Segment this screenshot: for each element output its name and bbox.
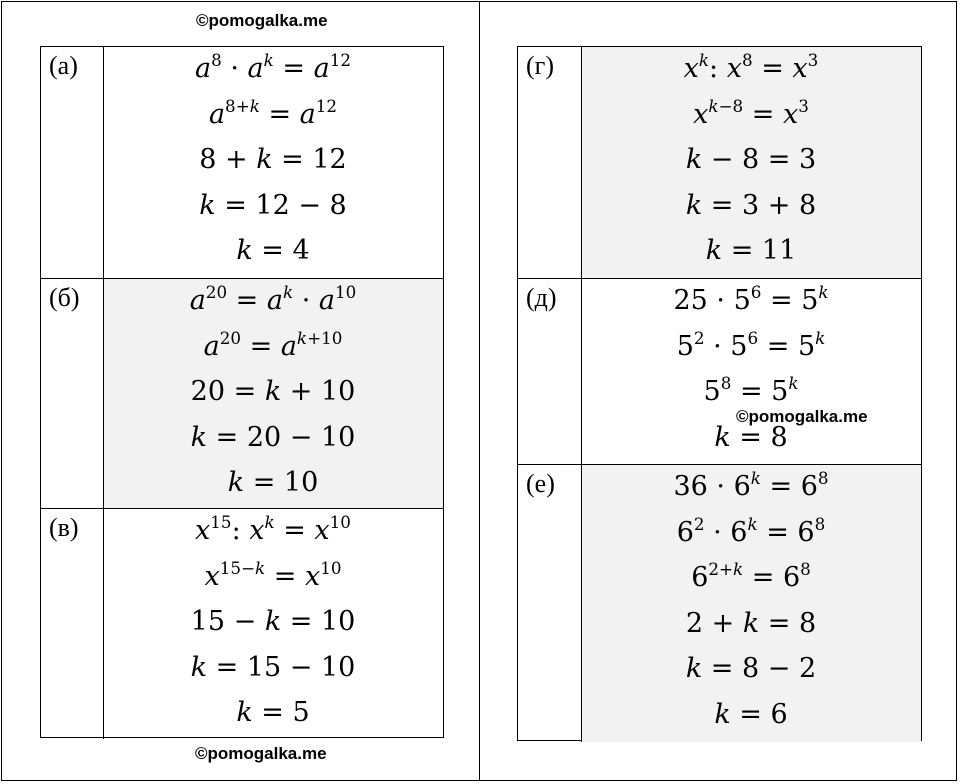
math-token: k — [255, 557, 266, 578]
table-row — [41, 47, 443, 278]
math-token: = 8 — [730, 421, 788, 453]
math-token: · — [221, 53, 248, 84]
math-token: a — [203, 330, 220, 362]
math-token: = 5 — [758, 330, 816, 362]
equation-line — [103, 327, 443, 366]
math-token: k — [815, 327, 826, 348]
row-label: (б) — [49, 283, 80, 312]
math-token: 8 — [211, 50, 222, 71]
math-token: 10 — [335, 282, 357, 303]
equation-line — [103, 143, 443, 177]
math-token: k — [698, 50, 710, 71]
equation-line — [581, 470, 921, 506]
equation-line — [581, 143, 921, 177]
math-token: k — [750, 468, 761, 489]
math-token: = 5 — [731, 376, 789, 407]
equation-line — [103, 189, 443, 223]
math-token: x — [314, 515, 330, 546]
math-token: 6 — [691, 562, 709, 593]
math-token: 25 · 5 — [673, 285, 751, 316]
math-token: = 12 − 8 — [215, 189, 347, 221]
math-token: a — [318, 285, 335, 316]
math-token: a — [189, 285, 206, 316]
math-token: k — [264, 376, 282, 407]
math-token: = 4 — [252, 235, 310, 266]
math-token: = — [241, 330, 281, 362]
equation-line — [103, 557, 443, 596]
equation-line — [581, 652, 921, 686]
math-token: 8+ — [225, 95, 250, 116]
math-token: 3 — [798, 95, 809, 116]
math-token: 8 — [814, 513, 826, 534]
math-token: k — [714, 698, 731, 730]
math-token: · 6 — [704, 516, 748, 548]
equation-line — [581, 234, 921, 268]
math-token: = 11 — [722, 235, 797, 266]
math-token: 8 — [741, 50, 753, 71]
math-token: 6 — [750, 282, 762, 303]
equation-line — [103, 605, 443, 639]
math-token: = 5 — [761, 285, 819, 316]
math-token: k — [733, 559, 744, 580]
math-token: k — [818, 282, 829, 303]
equation-line — [581, 607, 921, 641]
math-token: 20 — [219, 327, 242, 348]
math-token: +10 — [307, 327, 343, 348]
math-token: = 6 — [760, 471, 818, 502]
table-row — [518, 278, 921, 464]
math-token: 2 + — [685, 607, 743, 639]
watermark-middle: ©pomogalka.me — [736, 407, 868, 426]
equation-line — [103, 514, 443, 550]
math-token: k — [236, 235, 253, 266]
equation-line — [581, 327, 921, 366]
math-token: k — [747, 513, 758, 534]
equation-line — [103, 696, 443, 730]
math-token: k — [283, 282, 294, 303]
math-token: + 10 — [281, 376, 356, 407]
equation-line — [103, 234, 443, 268]
math-token: 8 — [720, 373, 732, 394]
math-token: k — [263, 50, 274, 71]
math-token: x — [195, 515, 211, 546]
math-token: : — [709, 53, 727, 84]
math-token: 8 — [817, 468, 829, 489]
math-token: = 5 — [252, 697, 310, 728]
math-token: k — [714, 421, 731, 453]
math-token: a — [280, 330, 297, 362]
math-token: k — [227, 467, 245, 498]
row-label: (д) — [526, 283, 557, 312]
equation-line — [581, 95, 921, 134]
equation-line — [581, 698, 921, 732]
math-token: 15 — [210, 512, 232, 533]
math-token: = — [265, 560, 305, 592]
math-token: a — [195, 53, 212, 84]
math-token: − 8 = 3 — [702, 144, 817, 175]
math-token: k — [296, 327, 308, 348]
equation-line — [103, 421, 443, 455]
table-row — [518, 464, 921, 742]
math-token: x — [792, 53, 808, 84]
math-token: : — [231, 515, 250, 546]
math-token: = 15 − 10 — [207, 651, 356, 683]
math-token: 36 · 6 — [673, 471, 751, 502]
math-token: x — [726, 53, 742, 84]
math-token: = 6 — [757, 516, 815, 548]
math-token: k — [249, 95, 260, 116]
equation-line — [103, 284, 443, 320]
math-token: x — [683, 53, 699, 84]
math-token: k — [708, 95, 719, 116]
math-token: 10 — [320, 557, 342, 578]
table-row — [41, 508, 443, 739]
watermark-bottom: ©pomogalka.me — [195, 744, 327, 763]
math-token: = 10 — [281, 606, 356, 637]
math-token: = 8 — [759, 607, 817, 639]
math-token: x — [304, 560, 321, 592]
math-token: = — [227, 285, 267, 316]
math-token: = 6 — [730, 698, 788, 730]
math-token: 2 — [693, 513, 705, 534]
math-token: = — [259, 98, 300, 130]
math-token: a — [247, 53, 264, 84]
row-label: (в) — [49, 513, 79, 542]
math-token: 15 − — [190, 606, 265, 637]
math-token: k — [256, 144, 273, 175]
math-token: k — [788, 373, 799, 394]
math-token: 6 — [676, 516, 694, 548]
math-token: · 5 — [704, 330, 748, 362]
math-token: 15− — [219, 557, 256, 578]
math-token: = 3 + 8 — [702, 189, 817, 221]
math-token: · — [293, 285, 319, 316]
table-row — [41, 278, 443, 508]
math-token: k — [264, 606, 282, 637]
math-token: 8 + — [199, 144, 257, 175]
math-token: k — [264, 512, 275, 533]
math-token: = — [752, 53, 793, 84]
math-token: = — [273, 53, 314, 84]
math-token: 12 — [329, 50, 351, 71]
math-token: 5 — [703, 376, 721, 407]
math-token: k — [199, 189, 216, 221]
right-solution-table — [517, 46, 922, 741]
equation-line — [581, 284, 921, 320]
equation-line — [103, 52, 443, 88]
row-label: (е) — [526, 469, 555, 498]
math-token: x — [693, 98, 709, 130]
math-token: k — [236, 697, 253, 728]
math-token: a — [266, 285, 283, 316]
math-token: k — [685, 653, 703, 684]
math-token: a — [313, 53, 330, 84]
equation-line — [581, 52, 921, 88]
math-token: x — [249, 515, 265, 546]
math-token: a — [299, 98, 316, 130]
math-token: a — [208, 98, 226, 130]
table-row — [518, 47, 921, 278]
math-token: 5 — [676, 330, 694, 362]
math-token: 12 — [315, 95, 338, 116]
left-solution-table — [40, 46, 444, 738]
row-label: (а) — [49, 51, 78, 80]
equation-line — [581, 513, 921, 552]
column-divider — [479, 1, 480, 781]
equation-line — [581, 189, 921, 223]
math-token: 6 — [747, 327, 759, 348]
math-token: 3 — [807, 50, 819, 71]
math-token: x — [782, 98, 799, 130]
math-token: = 8 − 2 — [702, 653, 817, 684]
equation-line — [103, 375, 443, 409]
math-token: k — [705, 235, 723, 266]
equation-line — [103, 651, 443, 685]
math-token: = 20 − 10 — [207, 421, 356, 453]
math-token: 2+ — [708, 559, 734, 580]
math-token: 10 — [329, 512, 351, 533]
equation-line — [581, 375, 921, 411]
math-token: = 12 — [272, 144, 347, 175]
math-token: = — [274, 515, 315, 546]
equation-line — [103, 466, 443, 500]
math-token: k — [190, 421, 208, 453]
math-token: k — [190, 651, 208, 683]
equation-line — [581, 561, 921, 597]
math-token: k — [685, 144, 703, 175]
math-token: k — [742, 607, 760, 639]
math-token: 20 = — [190, 376, 265, 407]
row-label: (г) — [526, 51, 554, 80]
math-token: = 6 — [743, 562, 801, 593]
math-token: −8 — [718, 95, 744, 116]
math-token: = 10 — [244, 467, 319, 498]
math-token: k — [685, 189, 703, 221]
math-token: = — [743, 98, 783, 130]
math-token: 20 — [205, 282, 228, 303]
math-token: 2 — [693, 327, 705, 348]
math-token: x — [204, 560, 220, 592]
equation-line — [103, 95, 443, 134]
math-token: 8 — [800, 559, 811, 580]
watermark-top: ©pomogalka.me — [196, 11, 328, 30]
